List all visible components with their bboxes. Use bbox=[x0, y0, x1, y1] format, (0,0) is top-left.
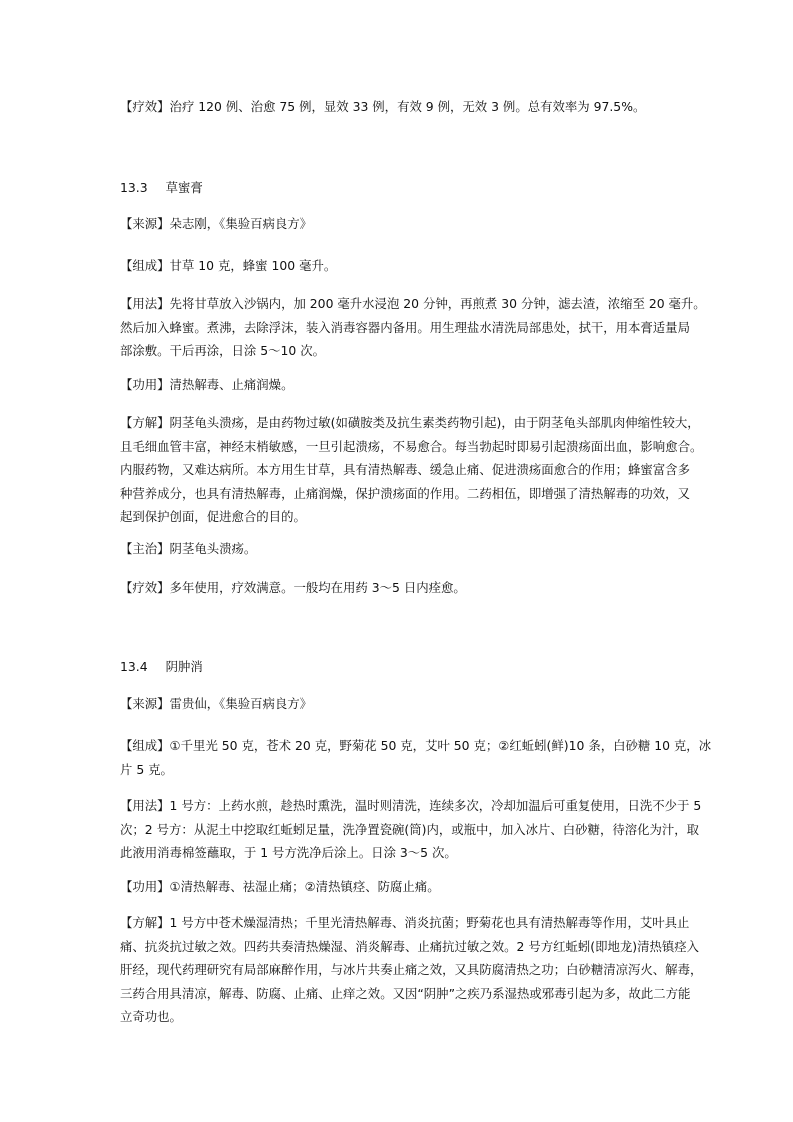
text-line: 三药合用具清凉，解毒、防腐、止痛、止痒之效。又因“阴肿”之疾乃系湿热或邪毒引起为多，故此二方能 bbox=[120, 985, 691, 1001]
explanation-paragraph bbox=[120, 411, 703, 529]
section-title: 阴肿消 bbox=[165, 659, 203, 674]
section-heading-13-3 bbox=[120, 178, 203, 198]
text-line: 【来源】朵志刚，《集验百病良方》 bbox=[120, 216, 313, 231]
text-line: 内服药物，又难达病所。本方用生甘草，具有清热解毒、缓急止痛、促进溃疡面愈合的作用；蜂蜜富含多 bbox=[120, 462, 690, 477]
section-number: 13.3 bbox=[120, 180, 148, 195]
indication-paragraph bbox=[120, 537, 676, 561]
source-paragraph bbox=[120, 212, 676, 236]
function-paragraph bbox=[120, 373, 676, 397]
composition-paragraph bbox=[120, 734, 712, 781]
text-line: 【来源】雷贵仙，《集验百病良方》 bbox=[120, 696, 313, 711]
efficacy-paragraph bbox=[120, 576, 676, 600]
text-line: 痛、抗炎抗过敏之效。四药共奏清热燥湿、消炎解毒、止痛抗过敏之效。2 号方红蚯蚓(即地龙)清热镇痉入 bbox=[120, 938, 700, 954]
section-title: 草蜜膏 bbox=[165, 180, 203, 195]
function-paragraph bbox=[120, 875, 676, 899]
text-line: 种营养成分，也具有清热解毒，止痛润燥，保护溃疡面的作用。二药相伍，即增强了清热解毒的功效，又 bbox=[120, 485, 690, 501]
efficacy-paragraph-prev bbox=[120, 95, 676, 119]
explanation-paragraph bbox=[120, 911, 703, 1029]
text-line: 且毛细血管丰富，神经末梢敏感，一旦引起溃疡，不易愈合。每当勃起时即易引起溃疡面出血，影响愈合。 bbox=[120, 438, 703, 454]
text-line: 【功用】清热解毒、止痛润燥。 bbox=[120, 377, 294, 392]
text-line: 【疗效】多年使用，疗效满意。一般均在用药 3～5 日内痊愈。 bbox=[120, 580, 466, 595]
usage-paragraph bbox=[120, 292, 706, 363]
text-line: 【组成】①千里光 50 克，苍术 20 克，野菊花 50 克，艾叶 50 克；②红蚯蚓(鲜)10 条，白砂糖 10 克，冰 bbox=[120, 738, 712, 753]
text-line: 【用法】先将甘草放入沙锅内，加 200 毫升水浸泡 20 分钟，再煎煮 30 分钟，滤去渣，浓缩至 20 毫升。 bbox=[120, 296, 706, 311]
text-line: 次；2 号方：从泥土中挖取红蚯蚓足量，洗净置瓷碗(筒)内，或瓶中，加入冰片、白砂糖，待溶化为汁，取 bbox=[120, 821, 700, 837]
text-line: 【方解】1 号方中苍术燥湿清热；千里光清热解毒、消炎抗菌；野菊花也具有清热解毒等作用，艾叶具止 bbox=[120, 915, 690, 930]
section-number: 13.4 bbox=[120, 659, 148, 674]
text-line: 【方解】阴茎龟头溃疡，是由药物过敏(如磺胺类及抗生素类药物引起)，由于阴茎龟头部肌肉伸缩性较大， bbox=[120, 415, 700, 430]
text-line: 起到保护创面，促进愈合的目的。 bbox=[120, 509, 306, 524]
text-line: 【主治】阴茎龟头溃疡。 bbox=[120, 541, 257, 556]
text-line: 片 5 克。 bbox=[120, 761, 173, 777]
text-line: 【功用】①清热解毒、祛湿止痛；②清热镇痉、防腐止痛。 bbox=[120, 879, 440, 894]
text-line: 然后加入蜂蜜。煮沸，去除浮沫，装入消毒容器内备用。用生理盐水清洗局部患处，拭干，用本膏适量局 bbox=[120, 319, 690, 335]
text-line: 肝经，现代药理研究有局部麻醉作用，与冰片共奏止痛之效，又具防腐清热之功；白砂糖清凉泻火、解毒， bbox=[120, 962, 703, 977]
section-heading-13-4 bbox=[120, 657, 203, 677]
source-paragraph bbox=[120, 692, 676, 716]
text-line: 【组成】甘草 10 克，蜂蜜 100 毫升。 bbox=[120, 258, 337, 273]
composition-paragraph bbox=[120, 254, 676, 278]
text-line: 【用法】1 号方：上药水煎，趁热时熏洗，温时则清洗，连续多次，冷却加温后可重复使用，日洗不少于 5 bbox=[120, 798, 702, 813]
text-line: 【疗效】治疗 120 例、治愈 75 例，显效 33 例，有效 9 例，无效 3 例。总有效率为 97.5%。 bbox=[120, 99, 646, 114]
usage-paragraph bbox=[120, 794, 702, 865]
text-line: 立奇功也。 bbox=[120, 1009, 182, 1024]
text-line: 部涂敷。干后再涂，日涂 5～10 次。 bbox=[120, 343, 325, 358]
text-line: 此液用消毒棉签蘸取，于 1 号方洗净后涂上。日涂 3～5 次。 bbox=[120, 845, 457, 860]
